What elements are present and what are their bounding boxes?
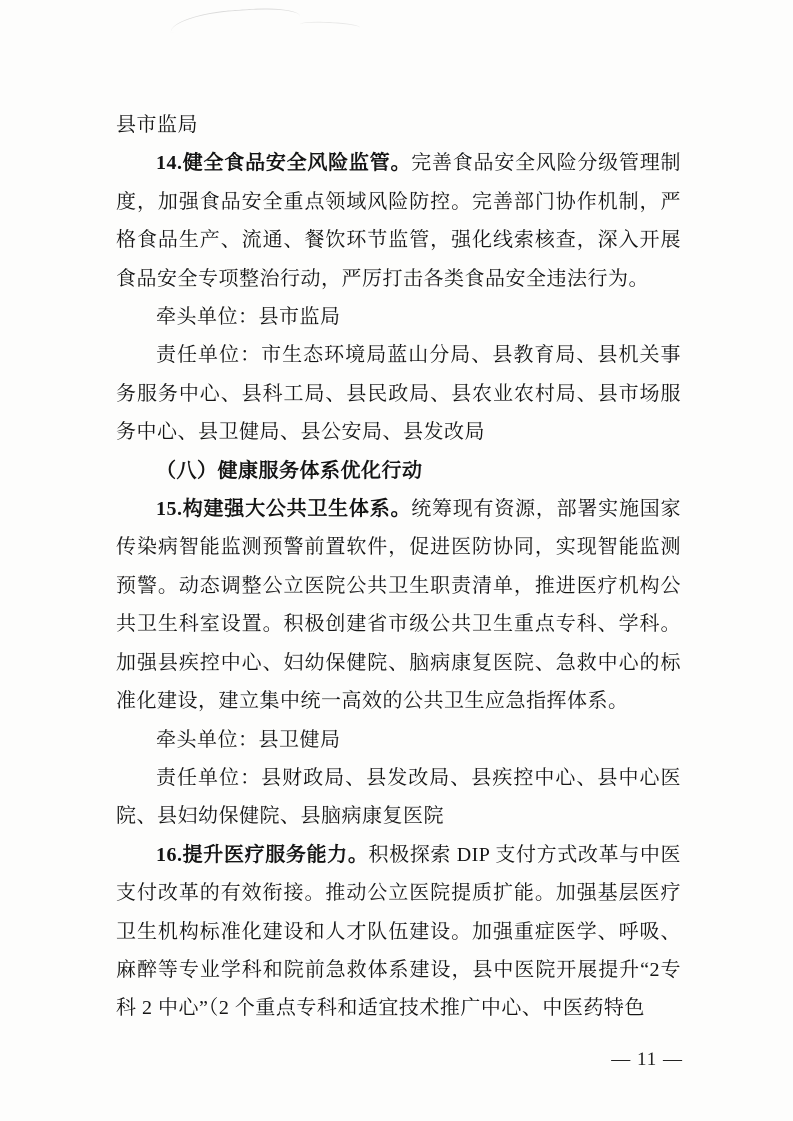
item-14-paragraph [116, 144, 681, 298]
item-15-body: 统筹现有资源，部署实施国家传染病智能监测预警前置软件，促进医防协同，实现智能监测预警。动态调整公立医院公共卫生职责清单，推进医疗机构公共卫生科室设置。积极创建省市级公共卫生重点专科、学科。加强县疾控中心、妇幼保健院、脑病康复医院、急救中心的标准化建设，建立集中统一高效的公共卫生应急指挥体系。 [116, 498, 681, 713]
scan-artifact [170, 5, 301, 32]
item-16-paragraph [116, 836, 681, 1028]
scan-artifact [300, 20, 360, 31]
item-14-responsible-unit: 责任单位：市生态环境局蓝山分局、县教育局、县机关事务服务中心、县科工局、县民政局、县农业农村局、县市场服务中心、县卫健局、县公安局、县发改局 [116, 344, 681, 444]
section-8-heading: （八）健康服务体系优化行动 [156, 459, 423, 482]
item-16-body: 积极探索 DIP 支付方式改革与中医支付改革的有效衔接。推动公立医院提质扩能。加强基层医疗卫生机构标准化建设和人才队伍建设。加强重症医学、呼吸、麻醉等专业学科和院前急救体系建设，县中医院开展提升“2专科 2 中心”（2 个重点专科和适宜技术推广中心、中医药特色 [116, 843, 682, 1020]
item-15-paragraph [116, 490, 681, 720]
item-15-heading: 15.构建强大公共卫生体系。 [156, 498, 412, 521]
item-15-lead-unit: 牵头单位：县卫健局 [156, 728, 341, 751]
item-14-heading: 14.健全食品安全风险监管。 [156, 152, 412, 175]
item-14-lead-unit: 牵头单位：县市监局 [156, 306, 341, 329]
item-15-responsible-unit: 责任单位：县财政局、县发改局、县疾控中心、县中心医院、县妇幼保健院、县脑病康复医院 [116, 766, 681, 828]
page-number: — 11 — [611, 1049, 683, 1070]
continuation-text: 县市监局 [116, 114, 198, 136]
item-14-body: 完善食品安全风险分级管理制度，加强食品安全重点领域风险防控。完善部门协作机制，严格食品生产、流通、餐饮环节监管，强化线索核查，深入开展食品安全专项整治行动，严厉打击各类食品安全违法行为。 [116, 152, 681, 290]
item-16-heading: 16.提升医疗服务能力。 [156, 843, 369, 866]
